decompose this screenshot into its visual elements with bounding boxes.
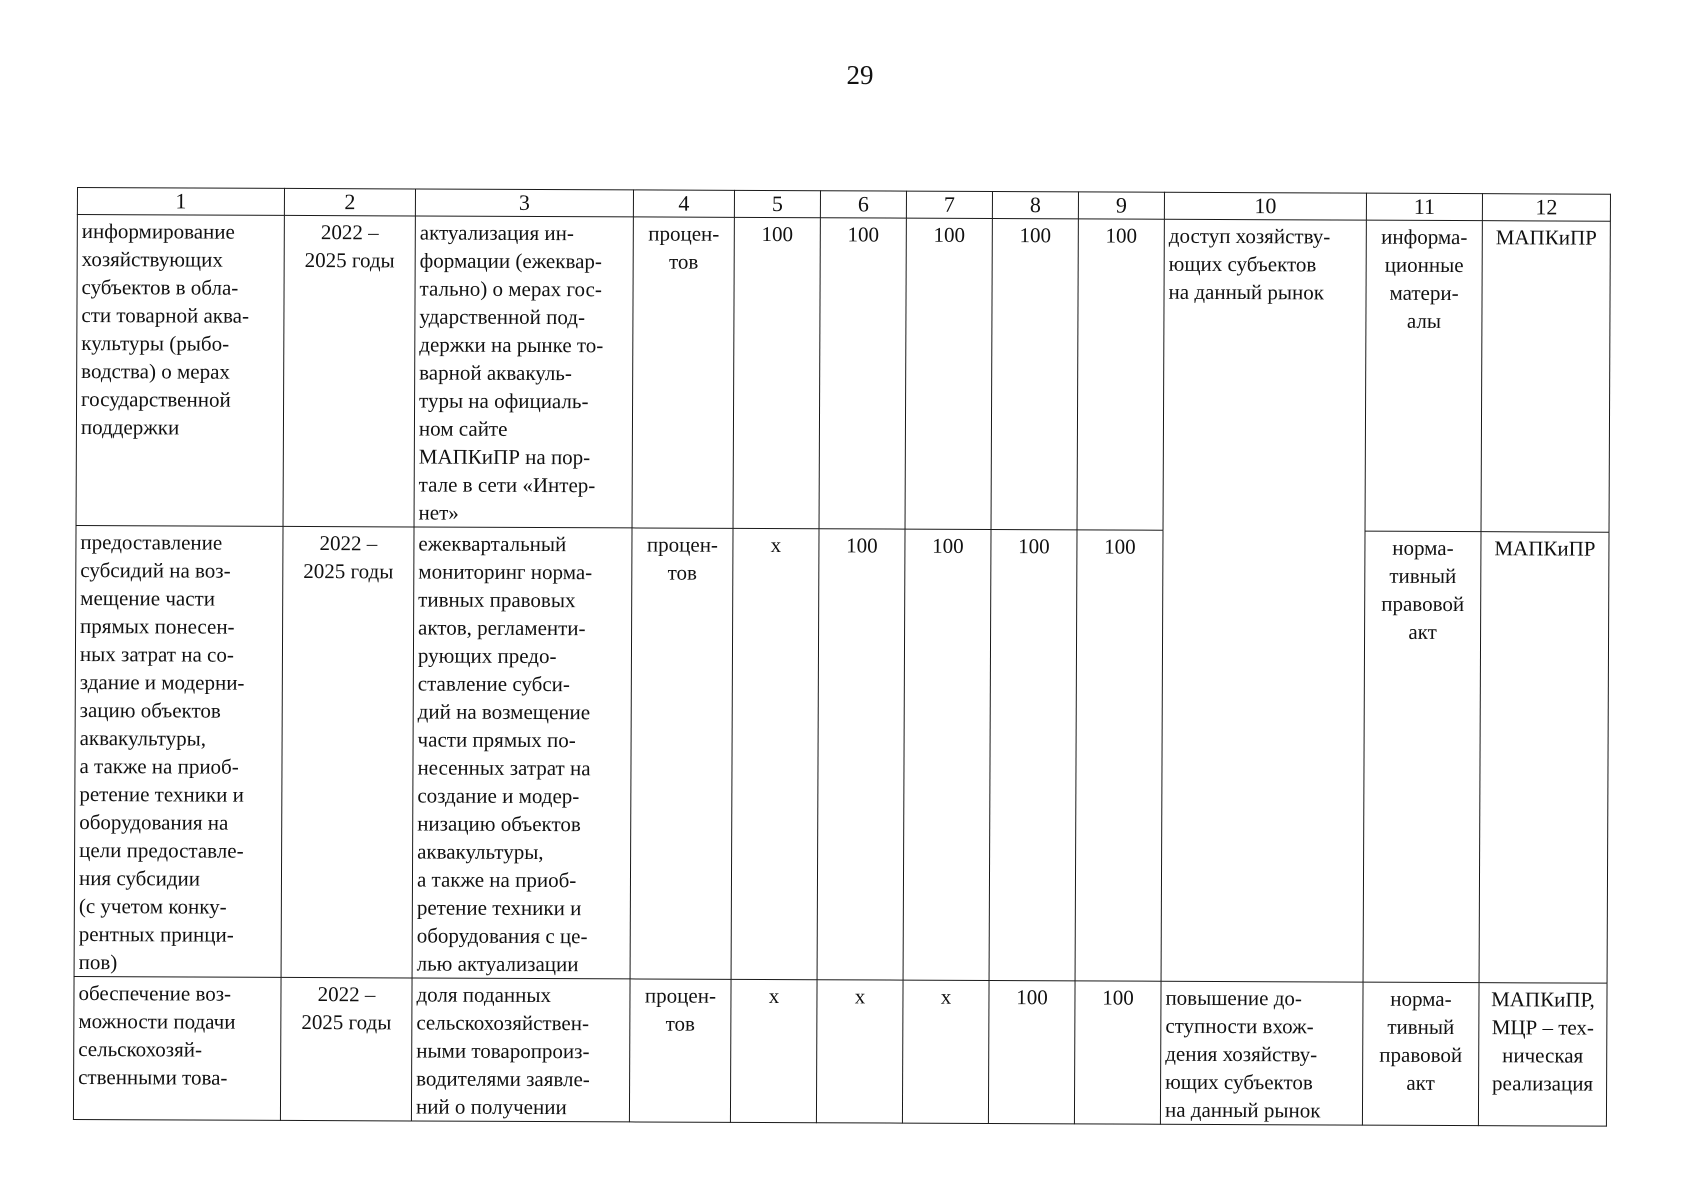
- document-type: информа- ционные матери- алы: [1365, 220, 1482, 532]
- measure-name: обеспечение воз- можности подачи сельскохозяй- ственными това-: [73, 976, 281, 1120]
- column-header: 10: [1164, 192, 1366, 220]
- value-cell: 100: [905, 218, 992, 529]
- value-cell: 100: [989, 529, 1077, 980]
- responsible-executor: МАПКиПР: [1479, 532, 1609, 984]
- document-type: норма- тивный правовой акт: [1363, 531, 1481, 983]
- table-row: [76, 215, 1610, 533]
- column-header: 6: [820, 191, 906, 218]
- responsible-executor: МАПКиПР: [1481, 221, 1610, 533]
- column-header: 2: [284, 188, 415, 216]
- value-cell: 100: [988, 980, 1075, 1123]
- value-cell: 100: [819, 218, 906, 529]
- table-row: [73, 976, 1607, 1126]
- column-header: 8: [992, 191, 1078, 218]
- column-header: 4: [633, 190, 734, 217]
- measure-name: информирование хозяйствующих субъектов в обла- сти товарной аква- культуры (рыбо- водства) о мерах государственной поддержки: [76, 215, 284, 527]
- value-cell: 100: [991, 218, 1078, 529]
- implementation-period: 2022 – 2025 годы: [283, 215, 415, 527]
- responsible-executor: МАПКиПР, МЦР – тех- ническая реализация: [1478, 983, 1607, 1127]
- implementation-period: 2022 – 2025 годы: [281, 526, 414, 978]
- value-cell: 100: [1077, 219, 1164, 530]
- value-cell: 100: [817, 529, 905, 980]
- column-header: 7: [906, 191, 992, 218]
- indicator-description: доля поданных сельскохозяйствен- ными товаропроиз- водителями заявле- ний о получении: [411, 978, 630, 1122]
- value-cell: 100: [1074, 981, 1161, 1124]
- document-type: норма- тивный правовой акт: [1362, 982, 1479, 1126]
- table-row: [74, 525, 1609, 983]
- expected-result: повышение до- ступности вхож- дения хозяйству- ющих субъектов на данный рынок: [1160, 981, 1363, 1125]
- page-number: 29: [846, 60, 874, 90]
- measure-name: предоставление субсидий на воз- мещение части прямых понесен- ных затрат на со- здание и модерни- зацию объектов аквакультуры, а также на приоб- ретение техники и оборудования на цели предоставле- ния субсидии (с учетом конку- рентных принци- пов): [74, 525, 283, 977]
- column-header: 11: [1366, 193, 1482, 221]
- value-cell: х: [730, 979, 817, 1122]
- expected-result: доступ хозяйству- ющих субъектов на данный рынок: [1161, 219, 1366, 982]
- implementation-period: 2022 – 2025 годы: [280, 977, 412, 1121]
- value-cell: 100: [733, 217, 820, 528]
- value-cell: 100: [903, 529, 991, 980]
- unit-of-measure: процен- тов: [630, 528, 733, 979]
- measures-table: [73, 187, 1611, 1127]
- column-header: 9: [1078, 192, 1164, 219]
- column-header: 1: [77, 188, 284, 216]
- value-cell: 100: [1075, 530, 1163, 981]
- column-header: 12: [1482, 194, 1610, 222]
- value-cell: х: [731, 528, 819, 979]
- column-header: 3: [415, 189, 633, 217]
- column-header: 5: [734, 190, 820, 217]
- indicator-description: актуализация ин- формации (ежеквар- тально) о мерах гос- ударственной под- держки на рынке то- варной аквакуль- туры на официаль- ном сайте МАПКиПР на пор- тале в сети «Интер- нет»: [414, 216, 633, 528]
- unit-of-measure: процен- тов: [629, 979, 731, 1122]
- indicator-description: ежеквартальный мониторинг норма- тивных правовых актов, регламенти- рующих предо- ставление субси- дий на возмещение части прямых по- несенных затрат на создание и модер- низацию объектов аквакультуры, а также на приоб- ретение техники и оборудования с це- лью актуализации: [412, 527, 632, 979]
- value-cell: х: [816, 980, 903, 1123]
- unit-of-measure: процен- тов: [632, 217, 734, 528]
- value-cell: х: [902, 980, 989, 1123]
